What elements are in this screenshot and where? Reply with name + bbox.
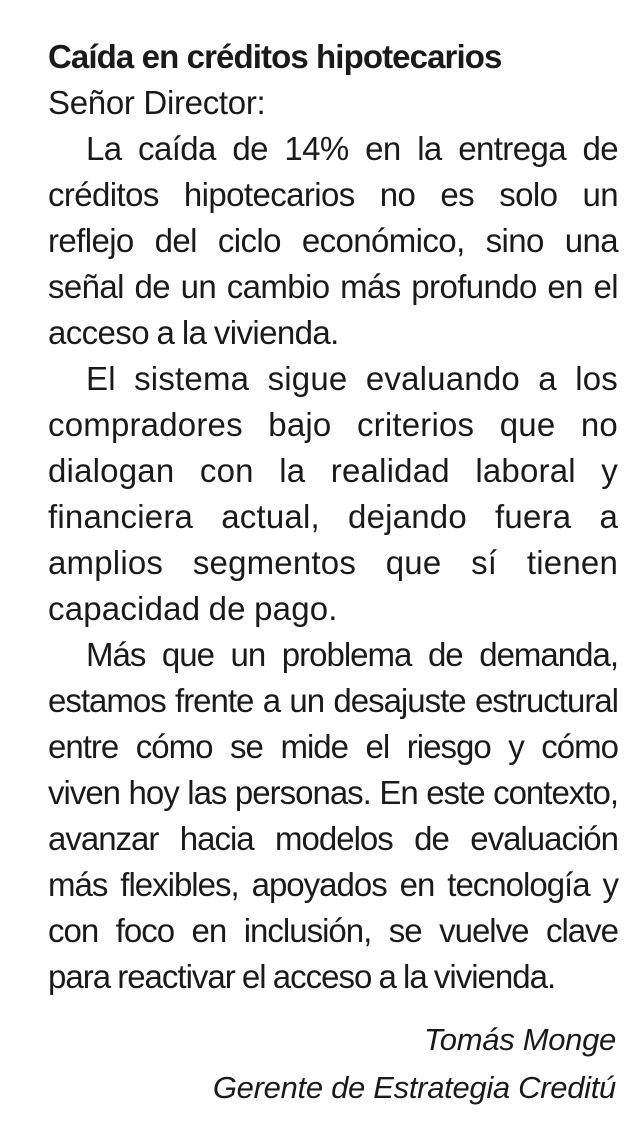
signature-block — [213, 1016, 616, 1112]
paragraph-1: La caída de 14% en la entrega de créditos hipotecarios no es solo un reflejo del ciclo económico, sino una señal de un cambio más profundo en el acceso a la vivienda. — [48, 130, 618, 351]
letter-body — [48, 34, 618, 1000]
salutation: Señor Director: — [48, 84, 266, 121]
paragraph-2: El sistema sigue evaluando a los compradores bajo criterios que no dialogan con la realidad laboral y financiera actual, dejando fuera a amplios segmentos que sí tienen capacidad de pago. — [48, 360, 618, 627]
signature-role: Gerente de Estrategia Creditú — [212, 1070, 616, 1105]
signature-name: Tomás Monge — [424, 1022, 616, 1057]
paragraph-3: Más que un problema de demanda, estamos frente a un desajuste estructural entre cómo se mide el riesgo y cómo viven hoy las personas. En este contexto, avanzar hacia modelos de evaluación más flexibles, apoyados en tecnología y con foco en inclusión, se vuelve clave para reactivar el acceso a la vivienda. — [48, 636, 618, 995]
letter-title: Caída en créditos hipotecarios — [48, 38, 502, 75]
